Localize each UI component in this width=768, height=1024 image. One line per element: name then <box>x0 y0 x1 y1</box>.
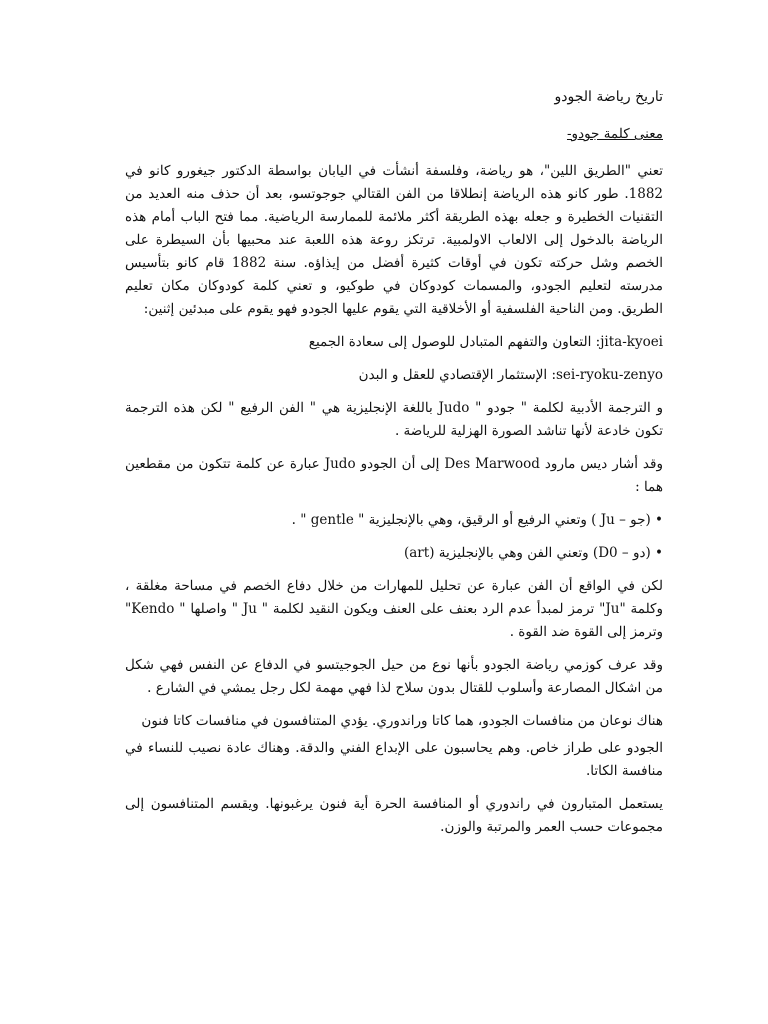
paragraph-kendo: لكن في الواقع أن الفن عبارة عن تحليل للمهارات من خلال دفاع الخصم في مساحة مغلقة ، وكلمة "Ju" ترمز لمبدأ عدم الرد بعنف على العنف ويكون النقيد لكلمة " Ju " واصلها " Kendo" وترمز إلى القوة ضد القوة . <box>125 578 663 640</box>
paragraph-kozmi: وقد عرف كوزمي رياضة الجودو بأنها نوع من حيل الجوجيتسو في الدفاع عن النفس فهي شكل من اشكال المصارعة وأسلوب للقتال بدون سلاح لذا فهي مهمة لكل رجل يمشي في الشارع . <box>125 657 663 696</box>
bullet-ju: • (جو – Ju ) وتعني الرفيع أو الرقيق، وهي بالإنجليزية " gentle " . <box>291 512 663 528</box>
paragraph-kata: الجودو على طراز خاص. وهم يحاسبون على الإبداع الفني والدقة. وهناك عادة نصيب للنساء في منافسة الكاتا. <box>125 740 663 779</box>
paragraph-competitions: هناك نوعان من منافسات الجودو، هما كاتا وراندوري. يؤدي المتنافسون في منافسات كاتا فنون <box>141 713 663 729</box>
paragraph-des-marwood: وقد أشار ديس مارود Des Marwood إلى أن الجودو Judo عبارة عن كلمة تتكون من مقطعين هما : <box>125 456 663 495</box>
document-subtitle: معنى كلمة جودو- <box>566 126 663 142</box>
paragraph-translation: و الترجمة الأدبية لكلمة " جودو " Judo باللغة الإنجليزية هي " الفن الرفيع " لكن هذه الترجمة تكون خادعة لأنها تناشد الصورة الهزلية للرياضة . <box>125 400 663 439</box>
paragraph-jita-kyoei: jita-kyoei: التعاون والتفهم المتبادل للوصول إلى سعادة الجميع <box>308 334 663 350</box>
bullet-do: • (دو – D0) وتعني الفن وهي بالإنجليزية (art) <box>403 545 663 561</box>
paragraph-randori: يستعمل المتبارون في راندوري أو المنافسة الحرة أية فنون يرغبونها. ويقسم المتنافسون إلى مجموعات حسب العمر والمرتبة والوزن. <box>125 796 663 835</box>
paragraph-intro: تعني "الطريق اللين"، هو رياضة، وفلسفة أنشأت في اليابان بواسطة الدكتور جيغورو كانو في 1882. طور كانو هذه الرياضة إنطلاقا من الفن القتالي جوجوتسو، بعد أن حذف منه العديد من التقنيات الخطيرة و جعله بهذه الطريقة أكثر ملائمة للممارسة الرياضية. مما فتح الباب أمام هذه الرياضة بالدخول إلى الالعاب الاولمبية. ترتكز روعة هذه اللعبة عند محبيها بأن السيطرة على الخصم وشل حركته تكون في أوقات كثيرة أفضل من إيذاؤه. سنة 1882 قام كانو بتأسيس مدرسته لتعليم الجودو، والمسمات كودوكان في طوكيو، و تعني كلمة كودوكان مكان تعليم الطريق. ومن الناحية الفلسفية أو الأخلاقية التي يقوم عليها الجودو فهو يقوم على مبدئين إثنين: <box>125 163 663 317</box>
document-title: تاريخ رياضة الجودو <box>554 89 663 105</box>
paragraph-sei-ryoku-zenyo: sei-ryoku-zenyo: الإستثمار الإقتصادي للعقل و البدن <box>358 367 663 383</box>
document-page <box>125 86 663 849</box>
